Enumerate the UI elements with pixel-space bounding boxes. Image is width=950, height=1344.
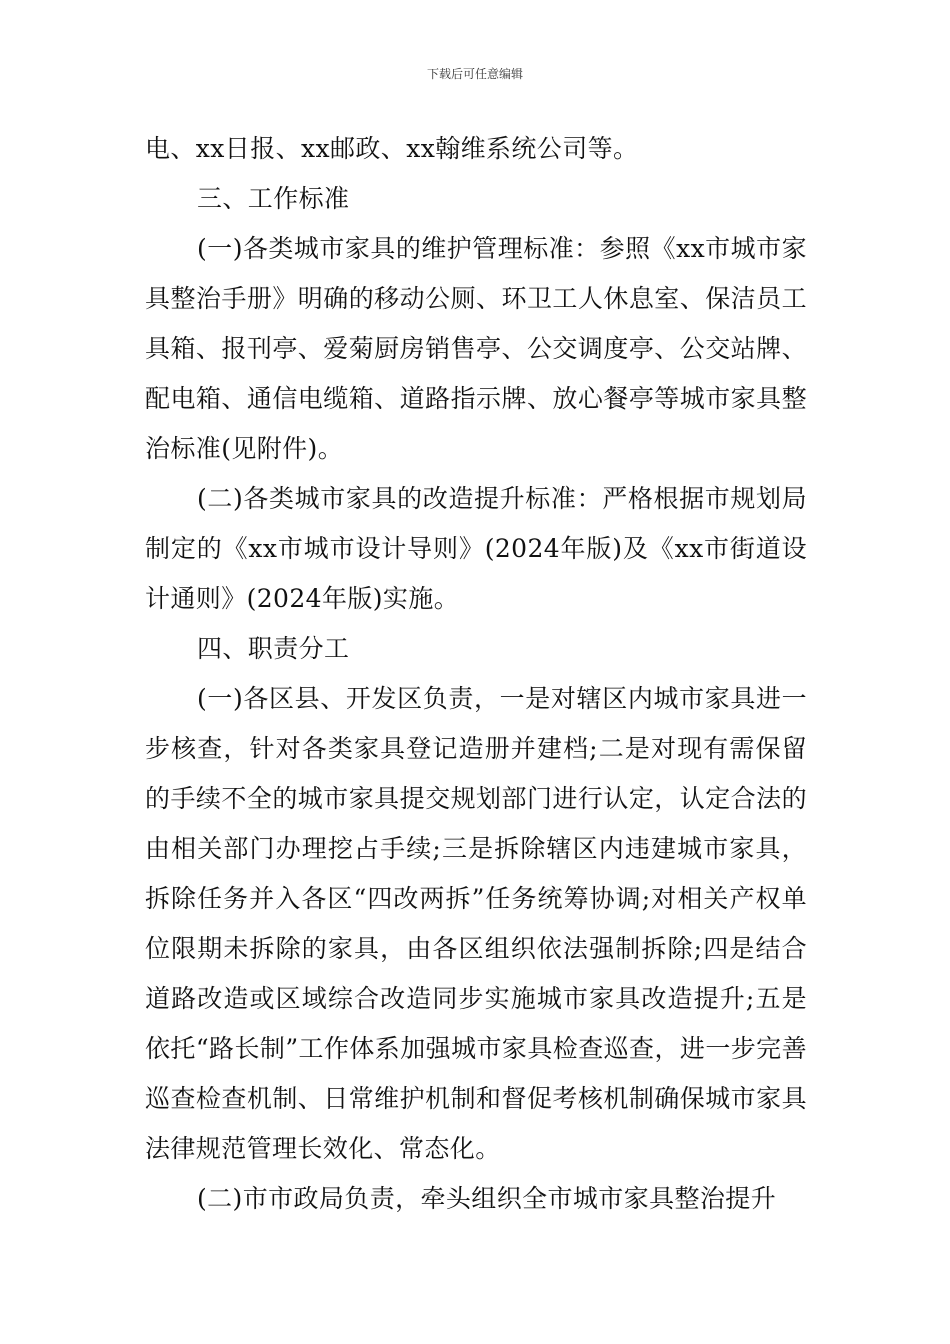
paragraph-municipal-bureau: (二)市市政局负责，牵头组织全市城市家具整治提升: [197, 1184, 777, 1213]
page-header: 下载后可任意编辑: [426, 67, 523, 81]
section-heading-work-standards: 三、工作标准: [197, 184, 350, 213]
section-heading-responsibilities: 四、职责分工: [197, 634, 350, 663]
paragraph-upgrade-standards: (二)各类城市家具的改造提升标准：严格根据市规划局制定的《xx市城市设计导则》(2024年版)及《xx市街道设计通则》(2024年版)实施。: [145, 484, 807, 613]
paragraph-district-responsibilities: (一)各区县、开发区负责，一是对辖区内城市家具进一步核查，针对各类家具登记造册并建档;二是对现有需保留的手续不全的城市家具提交规划部门进行认定，认定合法的由相关部门办理挖占手续;三是拆除辖区内违建城市家具，拆除任务并入各区“四改两拆”任务统筹协调;对相关产权单位限期未拆除的家具，由各区组织依法强制拆除;四是结合道路改造或区域综合改造同步实施城市家具改造提升;五是依托“路长制”工作体系加强城市家具检查巡查，进一步完善巡查检查机制、日常维护机制和督促考核机制确保城市家具法律规范管理长效化、常态化。: [145, 684, 807, 1163]
paragraph-continuation: 电、xx日报、xx邮政、xx翰维系统公司等。: [145, 134, 639, 163]
paragraph-maintenance-standards: (一)各类城市家具的维护管理标准：参照《xx市城市家具整治手册》明确的移动公厕、环卫工人休息室、保洁员工具箱、报刊亭、爱菊厨房销售亭、公交调度亭、公交站牌、配电箱、通信电缆箱、道路指示牌、放心餐亭等城市家具整治标准(见附件)。: [145, 234, 807, 463]
document-body: [145, 124, 807, 1224]
